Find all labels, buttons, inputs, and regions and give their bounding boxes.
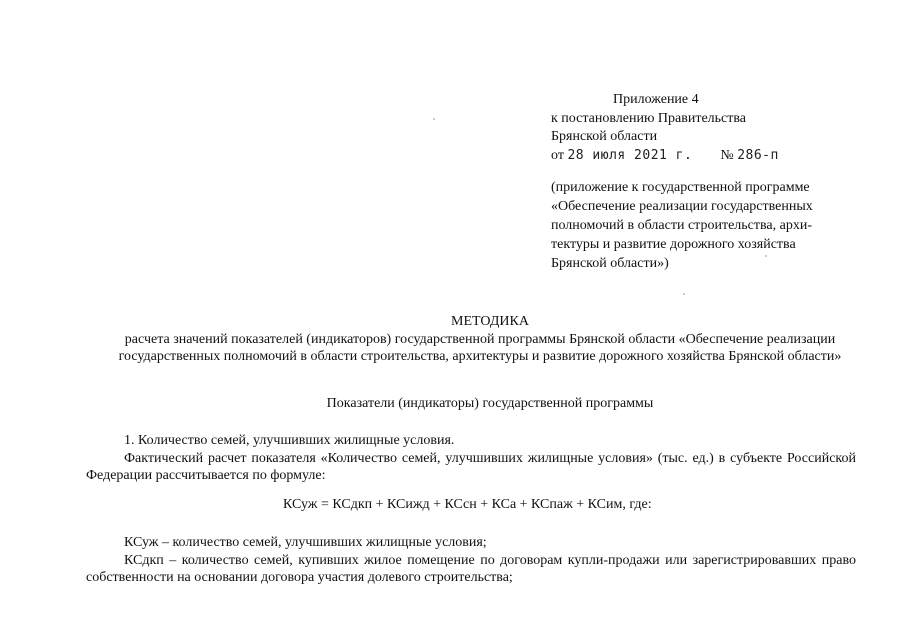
note-line-4: тектуры и развитие дорожного хозяйства — [551, 237, 796, 252]
number-prefix: № — [720, 147, 734, 163]
scan-speck — [765, 255, 767, 257]
resolution-number: 286-п — [737, 147, 779, 163]
definition-ksuzh: КСуж – количество семей, улучшивших жилищные условия; — [124, 535, 487, 550]
definition-ksdkp: КСдкп – количество семей, купивших жилое помещение по договорам купли-продажи или зарегистрировавших право собственности на основании договора участия долевого строительства; — [86, 553, 856, 585]
formula: КСуж = КСдкп + КСижд + КСсн + КСа + КСпаж + КСим, где: — [283, 497, 652, 512]
appendix-resolution-line: к постановлению Правительства — [551, 110, 747, 126]
note-line-3: полномочий в области строительства, архи- — [551, 218, 812, 233]
scan-speck — [433, 118, 435, 120]
document-subtitle: расчета значений показателей (индикаторов) государственной программы Брянской области «Обеспечение реализации государственных полномочий в области строительства, архитектуры и развитие дорожного хозяйства Брянской области» — [118, 332, 842, 364]
paragraph-calculation: Фактический расчет показателя «Количество семей, улучшивших жилищные условия» (тыс. ед.) в субъекте Российской Федерации рассчитывается по формуле: — [86, 451, 856, 483]
appendix-number: Приложение 4 — [613, 92, 699, 107]
note-line-5: Брянской области») — [551, 256, 669, 271]
appendix-date-line — [551, 147, 779, 166]
scan-speck — [683, 293, 685, 295]
note-line-1: (приложение к государственной программе — [551, 180, 810, 195]
document-title: МЕТОДИКА — [451, 314, 529, 329]
program-note — [551, 178, 813, 273]
section-heading: Показатели (индикаторы) государственной программы — [326, 396, 654, 411]
resolution-date: 28 июля 2021 г. — [567, 147, 693, 163]
date-prefix: от — [551, 147, 564, 163]
appendix-region-line: Брянской области — [551, 129, 658, 144]
paragraph-item-1: 1. Количество семей, улучшивших жилищные условия. — [124, 433, 455, 448]
appendix-header — [551, 91, 779, 165]
note-line-2: «Обеспечение реализации государственных — [551, 199, 813, 214]
